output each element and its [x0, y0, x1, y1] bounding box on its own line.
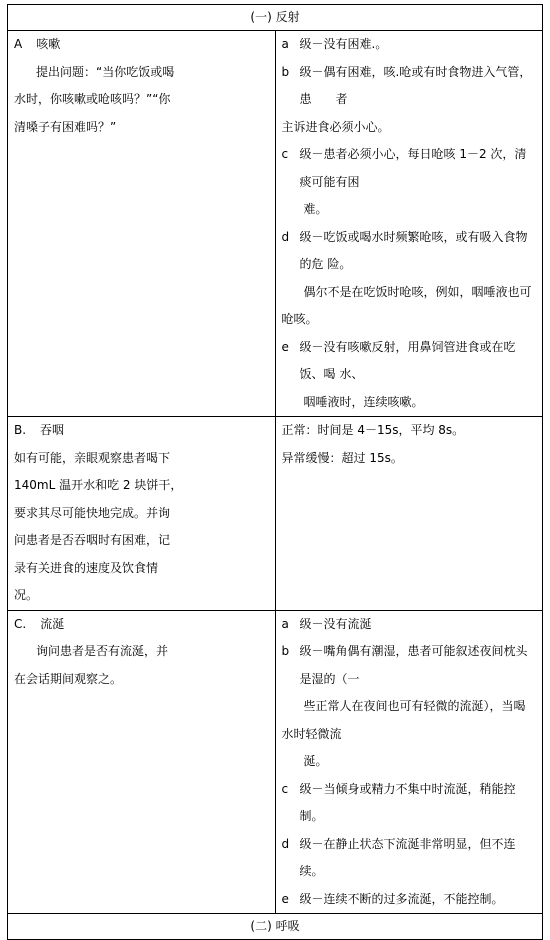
- grade-key: d: [281, 836, 290, 851]
- drool-heading: [14, 611, 269, 639]
- grade-text-continuation: 涎。: [303, 754, 328, 768]
- grade-key: c: [281, 781, 289, 796]
- grade-key: a: [281, 37, 289, 51]
- drool-name: 流涎: [40, 616, 65, 631]
- grade-text: 级－连续不断的过多流涎，不能控制。: [299, 891, 504, 906]
- grade-text-continuation: 偶尔不是在吃饭时呛咳，例如，咽唾液也可呛咳。: [281, 284, 532, 326]
- grade-text: 级－没有流涎: [299, 616, 372, 631]
- grade-item: [282, 334, 537, 389]
- cough-question-line: 清嗓子有困难吗？”: [14, 119, 117, 134]
- grade-text: 级－没有咳嗽反射，用鼻饲管进食或在吃饭、喝 水、: [299, 339, 516, 381]
- drool-letter: C.: [14, 616, 27, 631]
- assessment-table: [7, 4, 543, 940]
- swallow-instruction-line: 140mL 温开水和吃 2 块饼干，: [14, 478, 183, 492]
- grade-text: 级－吃饭或喝水时频繁呛咳，或有吸入食物的危 险。: [299, 229, 528, 271]
- grade-key: b: [281, 644, 290, 658]
- grade-key: a: [281, 616, 289, 631]
- grade-text: 级－当倾身或精力不集中时流涎，稍能控制。: [299, 781, 516, 823]
- grade-text: 级－嘴角偶有潮湿，患者可能叙述夜间枕头是湿的（一: [299, 644, 528, 686]
- drool-question-line: 询问患者是否有流涎，并: [36, 644, 169, 658]
- swallow-instruction-line: 况。: [14, 588, 39, 602]
- drool-grades-cell: [275, 610, 543, 914]
- grade-item: [282, 831, 537, 886]
- grade-item: [282, 224, 537, 279]
- drool-question-line: 在会话期间观察之。: [14, 671, 123, 686]
- row-swallow: [8, 417, 543, 611]
- grade-item: [282, 59, 537, 114]
- grade-text: 级－没有困难.。: [299, 37, 388, 51]
- grade-item: [282, 141, 537, 196]
- swallow-heading: [14, 417, 269, 445]
- row-drool: [8, 610, 543, 914]
- grade-text: 级－偶有困难，咳.呛或有时食物进入气管，患 者: [299, 64, 532, 106]
- section-header-reflex: (一) 反射: [8, 5, 543, 31]
- grade-key: d: [281, 229, 290, 244]
- grade-text-continuation: 主诉进食必须小心。: [281, 119, 390, 134]
- swallow-letter: B.: [14, 423, 27, 437]
- grade-key: e: [281, 891, 289, 906]
- grade-text-continuation: 些正常人在夜间也可有轻微的流涎），当喝水时轻微流: [281, 699, 526, 741]
- swallow-instruction-line: 要求其尽可能快地完成。并询: [14, 505, 171, 520]
- grade-item: [282, 886, 537, 914]
- grade-text: 级－患者必须小心，每日呛咳 1－2 次，清痰可能有困: [299, 147, 527, 189]
- swallow-name: 吞咽: [40, 423, 65, 437]
- row-cough: [8, 31, 543, 417]
- grade-key: c: [281, 147, 289, 161]
- section-header-breathing: (二) 呼吸: [8, 914, 543, 940]
- cough-name: 咳嗽: [36, 37, 61, 51]
- swallow-instruction-line: 问患者是否吞咽时有困难，记: [14, 533, 171, 547]
- grade-key: e: [281, 339, 289, 354]
- cough-question-line: 提出问题：“当你吃饭或喝: [36, 64, 175, 79]
- cough-grades-cell: [275, 31, 543, 417]
- grade-item: [282, 638, 537, 693]
- grade-item: [282, 776, 537, 831]
- grade-text-continuation: 难。: [303, 202, 328, 216]
- swallow-abnormal-text: 异常缓慢：超过 15s。: [281, 450, 403, 465]
- swallow-description-cell: [8, 417, 276, 611]
- swallow-instruction-line: 如有可能，亲眼观察患者喝下: [14, 450, 171, 465]
- cough-description-cell: [8, 31, 276, 417]
- grade-key: b: [281, 64, 290, 79]
- drool-description-cell: [8, 610, 276, 914]
- grade-text: 级－在静止状态下流涎非常明显，但不连续。: [299, 836, 516, 878]
- swallow-instruction-line: 录有关进食的速度及饮食情: [14, 560, 159, 575]
- cough-question-line: 水时，你咳嗽或呛咳吗？”“你: [14, 92, 171, 106]
- grade-item: [282, 611, 537, 639]
- swallow-criteria-cell: [275, 417, 543, 611]
- cough-heading: [14, 31, 269, 59]
- grade-text-continuation: 咽唾液时，连续咳嗽。: [303, 394, 424, 409]
- swallow-normal-text: 正常：时间是 4－15s，平均 8s。: [281, 423, 465, 437]
- cough-letter: A: [14, 37, 23, 51]
- grade-item: [282, 31, 537, 59]
